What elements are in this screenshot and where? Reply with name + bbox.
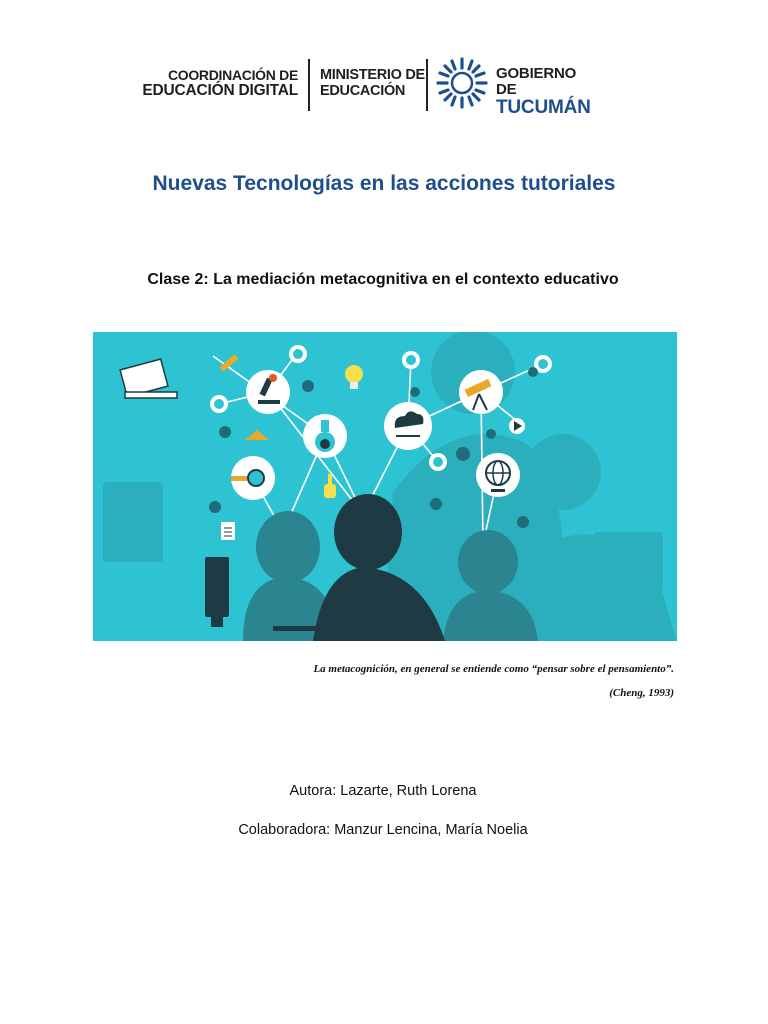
play-icon bbox=[509, 418, 525, 434]
document-icon bbox=[221, 522, 235, 540]
class-subtitle: Clase 2: La mediación metacognitiva en el contexto educativo bbox=[147, 271, 619, 288]
quote-text: La metacognición, en general se entiende como “pensar sobre el pensamiento”. bbox=[313, 663, 674, 675]
quote-source: (Cheng, 1993) bbox=[609, 687, 674, 699]
logo-divider bbox=[426, 59, 428, 111]
sun-emblem-icon bbox=[436, 57, 488, 109]
quote-block bbox=[313, 657, 674, 705]
telescope-icon bbox=[459, 370, 503, 414]
magnifier-icon bbox=[231, 456, 275, 500]
page-title: Nuevas Tecnologías en las acciones tutoriales bbox=[152, 172, 616, 195]
logo-ministerio: MINISTERIO DE EDUCACIÓN bbox=[320, 67, 425, 99]
logo-coordinacion: COORDINACIÓN DE EDUCACIÓN DIGITAL bbox=[142, 67, 298, 99]
header-logos bbox=[140, 55, 600, 118]
flask-icon bbox=[303, 414, 347, 458]
author-line: Autora: Lazarte, Ruth Lorena bbox=[289, 783, 477, 799]
cloud-icon bbox=[384, 402, 432, 450]
collaborator-line: Colaboradora: Manzur Lencina, María Noelia bbox=[238, 822, 528, 838]
logo-divider bbox=[308, 59, 310, 111]
globe-icon bbox=[476, 453, 520, 497]
logo-gobierno: GOBIERNO DE TUCUMÁN bbox=[496, 65, 591, 118]
microscope-icon bbox=[246, 370, 290, 414]
hero-illustration bbox=[93, 332, 677, 641]
